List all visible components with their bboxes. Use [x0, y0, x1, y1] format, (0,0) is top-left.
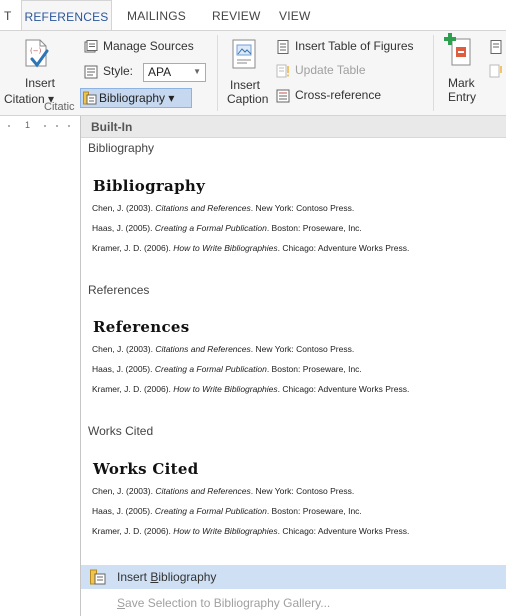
insert-table-of-figures-button[interactable]: Insert Table of Figures — [295, 39, 414, 53]
bibliography-label: Bibliography ▾ — [99, 91, 175, 105]
style-label: Style: — [103, 64, 134, 78]
tab-mailings[interactable]: MAILINGS — [127, 9, 186, 23]
bib-entry: Chen, J. (2003). Citations and References. New York: Contoso Press. — [92, 486, 355, 496]
group-divider — [433, 35, 434, 111]
cross-reference-button[interactable]: Cross-reference — [295, 88, 382, 102]
bib-entry: Kramer, J. D. (2006). How to Write Bibliographies. Chicago: Adventure Works Press. — [92, 526, 410, 536]
tab-view[interactable]: VIEW — [279, 9, 311, 23]
bib-entry: Kramer, J. D. (2006). How to Write Bibliographies. Chicago: Adventure Works Press. — [92, 243, 410, 253]
insert-bibliography-label: Insert Bibliography — [117, 570, 217, 584]
mark-entry-icon — [444, 33, 474, 67]
bibliography-button[interactable] — [80, 88, 192, 108]
insert-citation-label-1: Insert — [25, 76, 56, 90]
bibliography-gallery — [80, 116, 506, 616]
ruler-tick — [68, 125, 70, 127]
gallery-header-label: Built-In — [91, 120, 133, 134]
insert-citation-button[interactable] — [4, 35, 64, 106]
insert-citation-icon — [21, 37, 55, 71]
chevron-down-icon: ▼ — [193, 67, 201, 76]
section-heading: References — [93, 318, 190, 336]
section-label: Bibliography — [88, 141, 155, 155]
insert-caption-label-2: Caption — [227, 92, 269, 106]
mark-entry-button[interactable] — [440, 31, 482, 105]
insert-caption-icon — [231, 39, 259, 71]
style-value: APA — [148, 65, 172, 79]
section-heading: Bibliography — [93, 177, 206, 195]
ruler — [0, 116, 80, 616]
group-divider — [217, 35, 218, 111]
section-heading: Works Cited — [93, 460, 199, 478]
tab-references[interactable]: REFERENCES — [21, 0, 112, 31]
bib-entry: Haas, J. (2005). Creating a Formal Publication. Boston: Proseware, Inc. — [92, 506, 362, 516]
style-dropdown[interactable] — [143, 63, 206, 82]
bib-entry: Haas, J. (2005). Creating a Formal Publication. Boston: Proseware, Inc. — [92, 223, 362, 233]
manage-sources-button[interactable]: Manage Sources — [103, 39, 194, 53]
update-table-icon — [276, 64, 290, 78]
insert-caption-button[interactable] — [224, 35, 268, 105]
bib-entry: Chen, J. (2003). Citations and References. New York: Contoso Press. — [92, 203, 355, 213]
mark-entry-label-2: Entry — [448, 90, 477, 104]
section-label: References — [88, 283, 150, 297]
insert-bibliography-icon — [90, 569, 106, 585]
bib-entry: Kramer, J. D. (2006). How to Write Bibliographies. Chicago: Adventure Works Press. — [92, 384, 410, 394]
save-selection-label: Save Selection to Bibliography Gallery... — [117, 596, 331, 610]
save-selection-menu-item[interactable] — [81, 591, 506, 615]
cross-reference-icon — [276, 89, 290, 103]
ribbon-tab-bar — [0, 0, 506, 30]
ribbon-panel — [0, 30, 506, 116]
citations-group-label: Citatic — [44, 101, 75, 113]
style-icon — [84, 65, 98, 79]
ruler-tick — [8, 125, 10, 127]
table-of-figures-icon — [276, 40, 290, 54]
bibliography-icon — [83, 91, 97, 105]
insert-caption-label-1: Insert — [230, 78, 261, 92]
ruler-tick — [44, 125, 46, 127]
insert-index-icon[interactable] — [489, 40, 503, 54]
tab-truncated[interactable]: T — [4, 9, 12, 23]
update-table-button[interactable]: Update Table — [295, 63, 366, 77]
section-label: Works Cited — [88, 424, 154, 438]
manage-sources-icon — [84, 40, 98, 54]
bib-entry: Chen, J. (2003). Citations and References. New York: Contoso Press. — [92, 344, 355, 354]
insert-bibliography-menu-item[interactable] — [81, 565, 506, 589]
insert-citation-label-2: Citation ▾ — [4, 92, 55, 106]
ruler-tick — [56, 125, 58, 127]
tab-review[interactable]: REVIEW — [212, 9, 261, 23]
mark-entry-label-1: Mark — [448, 76, 475, 90]
update-index-icon[interactable] — [489, 64, 503, 78]
bib-entry: Haas, J. (2005). Creating a Formal Publication. Boston: Proseware, Inc. — [92, 364, 362, 374]
ruler-number: 1 — [25, 120, 31, 130]
gallery-header — [81, 116, 506, 138]
svg-text:(−): (−) — [30, 47, 42, 55]
